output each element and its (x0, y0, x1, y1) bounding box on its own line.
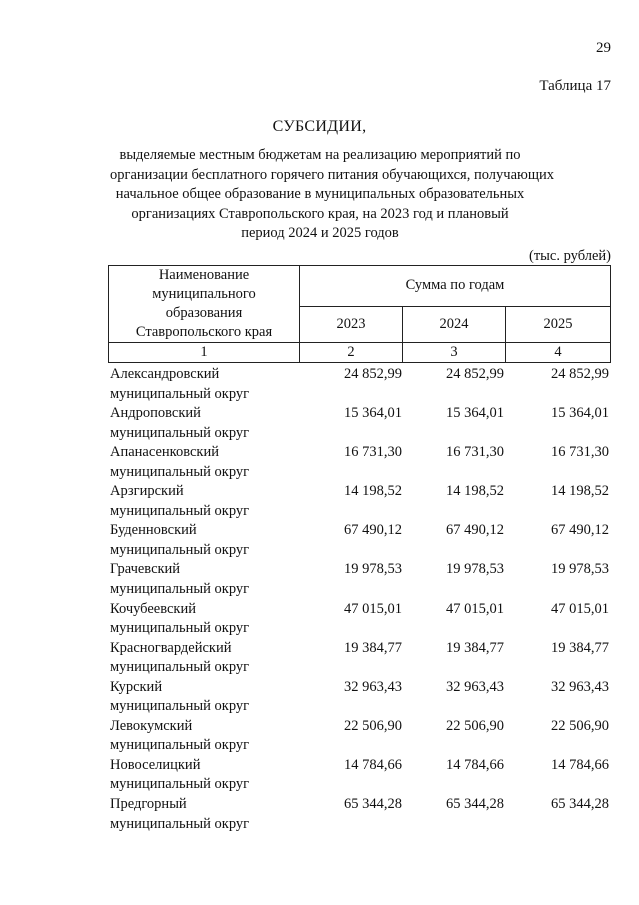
header-sum-group: Сумма по годам (300, 266, 611, 307)
value-2025: 19 384,77 (551, 639, 609, 656)
table-row (108, 795, 611, 834)
col-number: 4 (506, 343, 611, 363)
table-body (108, 365, 611, 834)
name-line: муниципальный округ (110, 463, 250, 480)
value-2025: 22 506,90 (551, 717, 609, 734)
name-line: муниципальный округ (110, 541, 250, 558)
subtitle-line: выделяемые местным бюджетам на реализацию мероприятий по (119, 147, 521, 163)
value-2024: 32 963,43 (446, 678, 504, 695)
value-2023: 14 784,66 (344, 756, 402, 773)
name-line: муниципальный округ (110, 659, 250, 676)
table-row (108, 678, 611, 717)
value-2025: 15 364,01 (551, 405, 609, 422)
header-name-line: Ставропольского края (135, 324, 273, 340)
table-row (108, 560, 611, 599)
name-line: муниципальный округ (110, 580, 250, 597)
name-line: муниципальный округ (110, 737, 250, 754)
table-header (108, 265, 611, 363)
name-line: Апанасенковский (110, 444, 219, 461)
value-2023: 16 731,30 (344, 444, 402, 461)
value-2023: 24 852,99 (344, 366, 402, 382)
value-2023: 32 963,43 (344, 678, 402, 695)
subtitle-line: начальное общее образование в муниципальных образовательных (115, 186, 525, 203)
value-2023: 14 198,52 (344, 483, 402, 500)
value-2023: 19 384,77 (344, 639, 402, 656)
document-title: СУБСИДИИ, (272, 118, 367, 135)
value-2024: 15 364,01 (446, 405, 504, 422)
table-row (108, 717, 611, 756)
name-line: муниципальный округ (110, 424, 250, 441)
value-2023: 22 506,90 (344, 717, 402, 734)
value-2023: 47 015,01 (344, 600, 402, 617)
col-number: 1 (109, 343, 300, 363)
subtitle-line: период 2024 и 2025 годов (241, 225, 399, 242)
value-2024: 14 198,52 (446, 483, 504, 500)
table-row (108, 404, 611, 443)
col-number: 3 (403, 343, 506, 363)
value-2025: 19 978,53 (551, 561, 609, 578)
units-note: (тыс. рублей) (529, 248, 611, 264)
name-line: Кочубеевский (110, 600, 196, 617)
municipality-name (110, 482, 300, 521)
value-2023: 15 364,01 (344, 405, 402, 422)
municipality-name (110, 756, 300, 795)
municipality-name (110, 600, 300, 639)
page-number: 29 (596, 40, 611, 56)
name-line: Андроповский (110, 405, 201, 422)
name-line: Левокумский (110, 717, 193, 734)
municipality-name (110, 521, 300, 560)
value-2024: 22 506,90 (446, 717, 504, 734)
name-line: Грачевский (110, 561, 181, 578)
header-year-2025: 2025 (506, 306, 611, 342)
name-line: Александровский (110, 366, 220, 382)
value-2023: 67 490,12 (344, 522, 402, 539)
value-2025: 67 490,12 (551, 522, 609, 539)
value-2025: 16 731,30 (551, 444, 609, 461)
name-line: Арзгирский (110, 483, 184, 500)
value-2025: 14 784,66 (551, 756, 609, 773)
table-row (108, 482, 611, 521)
value-2025: 65 344,28 (551, 796, 609, 813)
document-subtitle (110, 146, 555, 244)
value-2024: 14 784,66 (446, 756, 504, 773)
value-2024: 16 731,30 (446, 444, 504, 461)
header-name-line: муниципального (152, 286, 256, 302)
header-year-2023: 2023 (300, 306, 403, 342)
name-line: муниципальный округ (110, 815, 250, 832)
table-row (108, 443, 611, 482)
table-row (108, 639, 611, 678)
value-2023: 65 344,28 (344, 796, 402, 813)
municipality-name (110, 717, 300, 756)
header-year-2024: 2024 (403, 306, 506, 342)
name-line: Предгорный (110, 796, 187, 813)
value-2024: 19 978,53 (446, 561, 504, 578)
col-number: 2 (300, 343, 403, 363)
value-2024: 24 852,99 (446, 366, 504, 382)
table-label: Таблица 17 (539, 78, 611, 94)
municipality-name (110, 560, 300, 599)
table-row (108, 365, 611, 404)
municipality-name (110, 443, 300, 482)
name-line: муниципальный округ (110, 385, 250, 402)
value-2025: 24 852,99 (551, 366, 609, 382)
name-line: муниципальный округ (110, 620, 250, 637)
table-row (108, 521, 611, 560)
name-line: Красногвардейский (110, 639, 232, 656)
header-name-line: образования (165, 305, 243, 321)
value-2024: 65 344,28 (446, 796, 504, 813)
value-2024: 67 490,12 (446, 522, 504, 539)
value-2024: 47 015,01 (446, 600, 504, 617)
value-2024: 19 384,77 (446, 639, 504, 656)
subtitle-line: организациях Ставропольского края, на 2023 год и плановый (131, 205, 509, 222)
municipality-name (110, 404, 300, 443)
name-line: Буденновский (110, 522, 197, 539)
value-2025: 14 198,52 (551, 483, 609, 500)
name-line: муниципальный округ (110, 502, 250, 519)
table-row (108, 756, 611, 795)
name-line: Новоселицкий (110, 756, 201, 773)
municipality-name (110, 639, 300, 678)
table-row (108, 600, 611, 639)
value-2025: 47 015,01 (551, 600, 609, 617)
header-name-column (109, 266, 300, 343)
municipality-name (110, 365, 300, 404)
value-2023: 19 978,53 (344, 561, 402, 578)
name-line: муниципальный округ (110, 776, 250, 793)
value-2025: 32 963,43 (551, 678, 609, 695)
municipality-name (110, 678, 300, 717)
municipality-name (110, 795, 300, 834)
name-line: Курский (110, 678, 163, 695)
subtitle-line: организации бесплатного горячего питания обучающихся, получающих (110, 166, 555, 183)
header-name-line: Наименование (158, 267, 250, 283)
name-line: муниципальный округ (110, 698, 250, 715)
